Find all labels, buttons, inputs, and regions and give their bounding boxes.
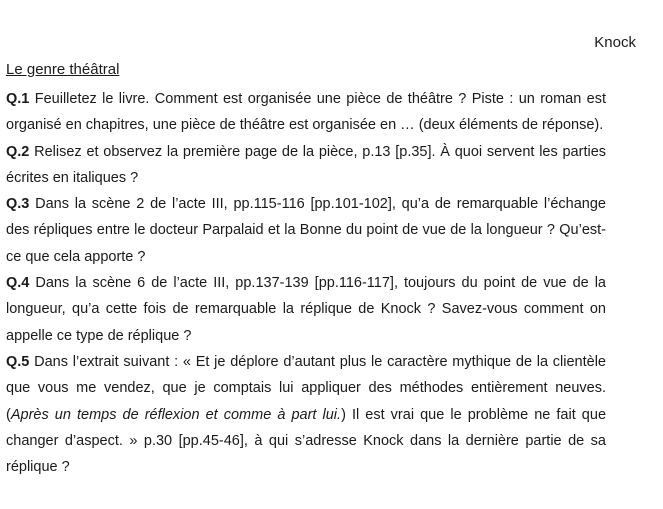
question-5 (6, 349, 606, 480)
question-number: Q.1 (6, 91, 30, 107)
question-number: Q.5 (6, 353, 30, 370)
question-text: Dans l’extrait suivant : « Et je déplore d’autant plus le caractère mythique de la clientèle que vous me vendez, que je comptais lui appliquer des méthodes entièrement neuves. ( (6, 353, 607, 423)
document-title: Knock (594, 34, 636, 51)
question-list (6, 86, 606, 480)
question-text: Dans la scène 6 de l’acte III, pp.137-139 [pp.116-117], toujours du point de vue de la longueur, qu’a cette fois de remarquable la réplique de Knock ? Savez-vous comment on appelle ce type de réplique ? (6, 275, 606, 344)
question-2 (6, 139, 606, 192)
section-heading: Le genre théâtral (6, 61, 120, 78)
question-1 (6, 86, 606, 139)
question-text: Feuilletez le livre. Comment est organisée une pièce de théâtre ? Piste : un roman est organisé en chapitres, une pièce de théâtre est organisée en … (deux éléments de réponse). (6, 91, 607, 134)
question-text: Relisez et observez la première page de la pièce, p.13 [p.35]. À quoi servent les parties écrites en italiques ? (6, 143, 607, 186)
question-text-end: ) Il est vrai que le problème ne fait que changer d’aspect. » p.30 [pp.45-46], à qui s’adresse Knock dans la dernière partie de sa réplique ? (6, 406, 607, 476)
question-3 (6, 191, 606, 270)
stage-direction: Après un temps de réflexion et comme à part lui. (10, 406, 342, 423)
question-number: Q.2 (6, 143, 30, 160)
question-4 (6, 270, 606, 349)
question-number: Q.4 (6, 275, 30, 292)
question-number: Q.3 (6, 196, 30, 213)
question-text: Dans la scène 2 de l’acte III, pp.115-116 [pp.101-102], qu’a de remarquable l’échange des répliques entre le docteur Parpalaid et la Bonne du point de vue de la longueur ? Qu’est-ce que cela apporte ? (6, 196, 606, 265)
